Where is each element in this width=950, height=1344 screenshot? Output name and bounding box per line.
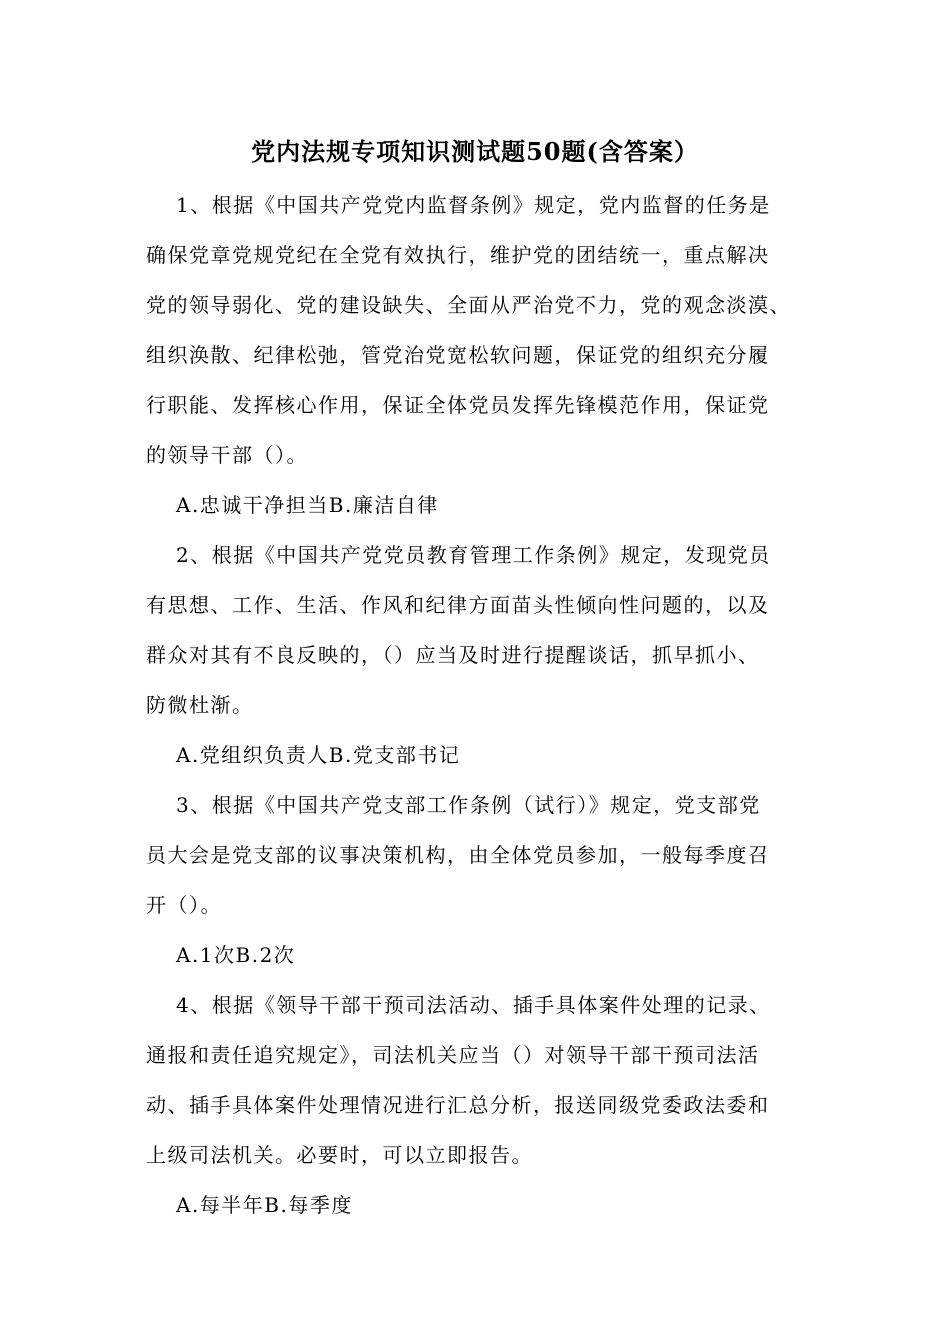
question-4 [146, 980, 814, 1230]
question-1 [146, 180, 814, 530]
question-text-line: 4、根据《领导干部干预司法活动、插手具体案件处理的记录、 [176, 993, 771, 1017]
answer-options: A.1次B.2次 [176, 943, 296, 967]
question-text-line: 上级司法机关。必要时，可以立即报告。 [146, 1143, 533, 1167]
question-text-line: 2、根据《中国共产党党员教育管理工作条例》规定，发现党员 [176, 543, 771, 567]
question-text-line: 3、根据《中国共产党支部工作条例（试行）》规定，党支部党 [176, 793, 761, 817]
question-text-line: 有思想、工作、生活、作风和纪律方面苗头性倾向性问题的，以及 [146, 593, 770, 617]
question-text-line: 党的领导弱化、党的建设缺失、全面从严治党不力，党的观念淡漠、 [146, 293, 791, 317]
question-text-line: 1、根据《中国共产党党内监督条例》规定，党内监督的任务是 [176, 193, 771, 217]
question-text-line: 确保党章党规党纪在全党有效执行，维护党的团结统一，重点解决 [146, 243, 770, 267]
question-text-line: 员大会是党支部的议事决策机构，由全体党员参加，一般每季度召 [146, 843, 770, 867]
question-text-line: 组织涣散、纪律松弛，管党治党宽松软问题，保证党的组织充分履 [146, 343, 770, 367]
answer-options: A.党组织负责人B.党支部书记 [176, 743, 461, 767]
document-body [146, 180, 814, 1230]
question-text-line: 防微杜渐。 [146, 693, 254, 717]
answer-options: A.每半年B.每季度 [176, 1193, 353, 1217]
question-text-line: 的领导干部（）。 [146, 443, 308, 467]
question-text-line: 开（）。 [146, 893, 222, 917]
question-text-line: 群众对其有不良反映的，（）应当及时进行提醒谈话，抓早抓小、 [146, 643, 760, 667]
question-text-line: 通报和责任追究规定》，司法机关应当（）对领导干部干预司法活 [146, 1043, 760, 1067]
question-text-line: 行职能、发挥核心作用，保证全体党员发挥先锋模范作用，保证党 [146, 393, 770, 417]
answer-options: A.忠诚干净担当B.廉洁自律 [176, 493, 439, 517]
question-3 [146, 780, 814, 980]
question-text-line: 动、插手具体案件处理情况进行汇总分析，报送同级党委政法委和 [146, 1093, 770, 1117]
document-title: 党内法规专项知识测试题50题(含答案） [251, 137, 699, 166]
question-2 [146, 530, 814, 780]
